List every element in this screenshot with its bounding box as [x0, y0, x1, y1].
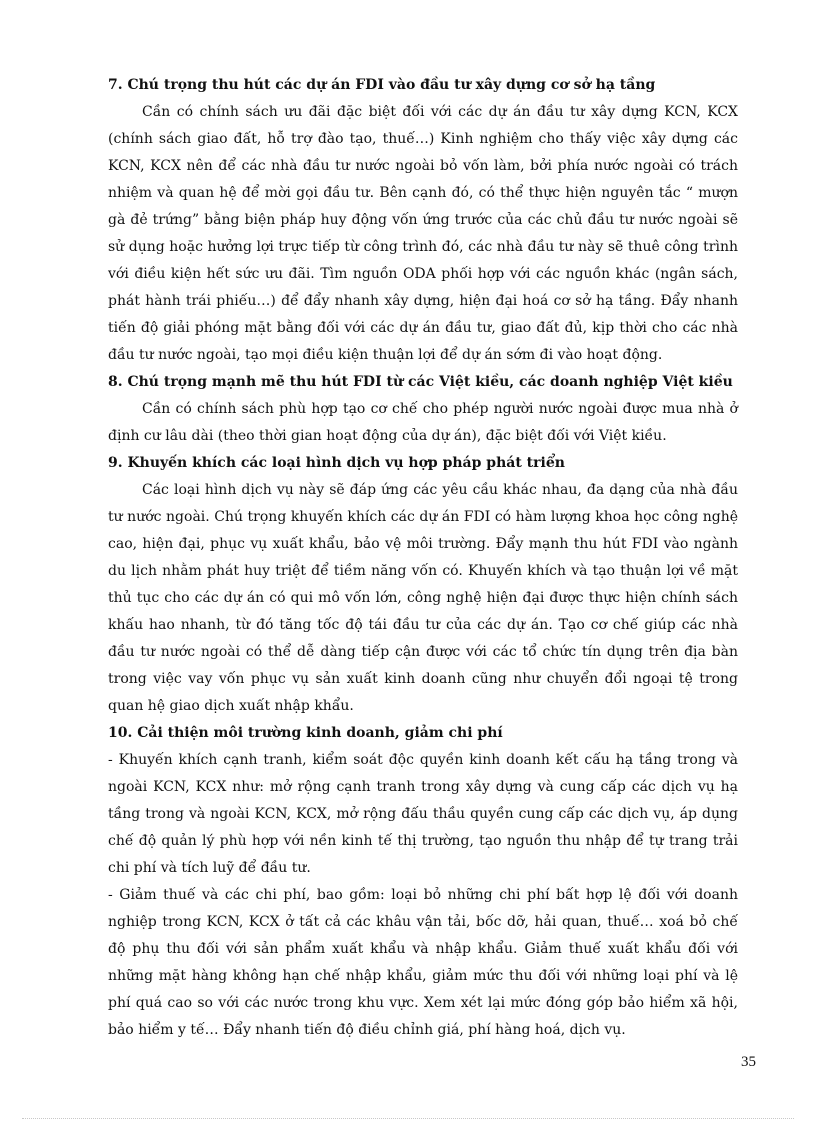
bullet-paragraph: - Giảm thuế và các chi phí, bao gồm: loại bỏ những chi phí bất hợp lệ đối với doanh nghiệp trong KCN, KCX ở tất cả các khâu vận tải, bốc dỡ, hải quan, thuế… xoá bỏ chế độ phụ thu đối với sản phẩm xuất khẩu và nhập khẩu. Giảm thuế xuất khẩu đối với những mặt hàng không hạn chế nhập khẩu, giảm mức thu đối với những loại phí và lệ phí quá cao so với các nước trong khu vực. Xem xét lại mức đóng góp bảo hiểm xã hội, bảo hiểm y tế… Đẩy nhanh tiến độ điều chỉnh giá, phí hàng hoá, dịch vụ. [108, 887, 738, 1038]
section-9 [108, 450, 738, 720]
page-bottom-divider [22, 1118, 794, 1119]
section-heading: 9. Khuyến khích các loại hình dịch vụ hợp pháp phát triển [108, 455, 565, 471]
bullet-paragraph: - Khuyến khích cạnh tranh, kiểm soát độc quyền kinh doanh kết cấu hạ tầng trong và ngoài KCN, KCX như: mở rộng cạnh tranh trong xây dựng và cung cấp các dịch vụ hạ tầng trong và ngoài KCN, KCX, mở rộng đấu thầu quyền cung cấp các dịch vụ, áp dụng chế độ quản lý phù hợp với nền kinh tế thị trường, tạo nguồn thu nhập để tự trang trải chi phí và tích luỹ để đầu tư. [108, 752, 738, 876]
section-8 [108, 369, 738, 450]
section-heading: 7. Chú trọng thu hút các dự án FDI vào đầu tư xây dựng cơ sở hạ tầng [108, 77, 656, 93]
section-heading: 8. Chú trọng mạnh mẽ thu hút FDI từ các Việt kiều, các doanh nghiệp Việt kiều [108, 374, 733, 390]
section-10 [108, 720, 738, 1044]
section-heading: 10. Cải thiện môi trường kinh doanh, giảm chi phí [108, 725, 503, 741]
page-number: 35 [741, 1054, 756, 1070]
section-7 [108, 72, 738, 369]
paragraph: Cần có chính sách phù hợp tạo cơ chế cho phép người nước ngoài được mua nhà ở định cư lâu dài (theo thời gian hoạt động của dự án), đặc biệt đối với Việt kiều. [108, 401, 738, 444]
document-body [108, 72, 738, 1044]
paragraph: Cần có chính sách ưu đãi đặc biệt đối với các dự án đầu tư xây dựng KCN, KCX (chính sách giao đất, hỗ trợ đào tạo, thuế…) Kinh nghiệm cho thấy việc xây dựng các KCN, KCX nên để các nhà đầu tư nước ngoài bỏ vốn làm, bởi phía nước ngoài có trách nhiệm và quan hệ để mời gọi đầu tư. Bên cạnh đó, có thể thực hiện nguyên tắc “ mượn gà đẻ trứng” bằng biện pháp huy động vốn ứng trước của các chủ đầu tư nước ngoài sẽ sử dụng hoặc hưởng lợi trực tiếp từ công trình đó, các nhà đầu tư này sẽ thuê công trình với điều kiện hết sức ưu đãi. Tìm nguồn ODA phối hợp với các nguồn khác (ngân sách, phát hành trái phiếu…) để đẩy nhanh xây dựng, hiện đại hoá cơ sở hạ tầng. Đẩy nhanh tiến độ giải phóng mặt bằng đối với các dự án đầu tư, giao đất đủ, kịp thời cho các nhà đầu tư nước ngoài, tạo mọi điều kiện thuận lợi để dự án sớm đi vào hoạt động. [108, 104, 738, 363]
paragraph: Các loại hình dịch vụ này sẽ đáp ứng các yêu cầu khác nhau, đa dạng của nhà đầu tư nước ngoài. Chú trọng khuyến khích các dự án FDI có hàm lượng khoa học công nghệ cao, hiện đại, phục vụ xuất khẩu, bảo vệ môi trường. Đẩy mạnh thu hút FDI vào ngành du lịch nhằm phát huy triệt để tiềm năng vốn có. Khuyến khích và tạo thuận lợi về mặt thủ tục cho các dự án có qui mô vốn lớn, công nghệ hiện đại được thực hiện chính sách khấu hao nhanh, từ đó tăng tốc độ tái đầu tư của các dự án. Tạo cơ chế giúp các nhà đầu tư nước ngoài có thể dễ dàng tiếp cận được với các tổ chức tín dụng trên địa bàn trong việc vay vốn phục vụ sản xuất kinh doanh cũng như chuyển đổi ngoại tệ trong quan hệ giao dịch xuất nhập khẩu. [108, 482, 738, 714]
